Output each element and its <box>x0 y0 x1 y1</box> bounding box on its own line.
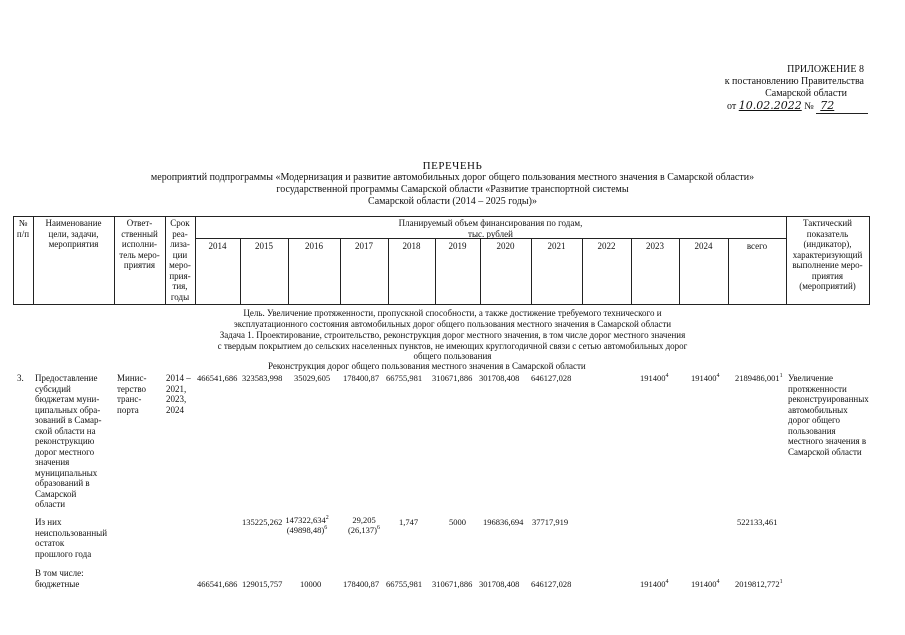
budget-2017: 178400,87 <box>343 579 380 589</box>
unused-2018: 1,747 <box>399 517 419 527</box>
document-title-line-2: государственной программы Самарской области «Развитие транспортной системы <box>276 184 629 195</box>
budget-2023: 191400$^4$ <box>640 579 669 589</box>
value-total: 2189486,001$^1$ <box>735 373 783 383</box>
appendix-region: Самарской области <box>765 88 847 99</box>
value-2014: 466541,686 <box>197 373 238 383</box>
budget-total: 2019812,772$^1$ <box>735 579 783 589</box>
year-header: 2023 <box>646 241 664 251</box>
value-2021: 646127,028 <box>531 373 572 383</box>
goal-line-2: эксплуатационного состояния автомобильных дорог общего пользования местного значения в Самарской области <box>233 319 672 329</box>
unused-total: 522133,461 <box>737 517 778 527</box>
value-2018: 66755,981 <box>386 373 423 383</box>
value-2023: 191400$^4$ <box>640 373 669 383</box>
number-label: № <box>804 101 814 112</box>
year-header: 2020 <box>496 241 515 251</box>
year-header: 2014 <box>208 241 227 251</box>
unused-2020: 196836,694 <box>483 517 524 527</box>
year-header: 2021 <box>547 241 566 251</box>
header-table <box>13 216 869 305</box>
budget-2021: 646127,028 <box>531 579 572 589</box>
row-activity-name: Предоставление субсидий бюджетам муни- ципальных обра- зований в Самар- ской области на реконструкцию дорог местного значения муниципальных образований в Самарской области <box>35 373 102 509</box>
value-2019: 310671,886 <box>432 373 473 383</box>
budget-2019: 310671,886 <box>432 579 473 589</box>
budget-2015: 129015,757 <box>242 579 283 589</box>
value-2017: 178400,87 <box>343 373 380 383</box>
year-header: 2022 <box>597 241 616 251</box>
col-header-responsible: Ответ- ственный исполни- тель меро- приятия <box>119 218 160 270</box>
year-header: 2017 <box>355 241 373 251</box>
resolution-date: 10.02.2022 <box>738 99 802 112</box>
unused-2017: 29,205 $(26,137)^6$ <box>347 515 381 535</box>
row-number: 3. <box>17 373 24 383</box>
resolution-number: 72 <box>820 99 835 112</box>
year-header-total: всего <box>746 241 768 251</box>
appendix-title: ПРИЛОЖЕНИЕ 8 <box>787 64 864 75</box>
task-line-3: общего пользования <box>413 351 492 361</box>
row-indicator: Увеличение протяженности реконструированных автомобильных дорог общего пользования местного значения в Самарской области <box>788 373 869 457</box>
document-title-line-3: Самарской области (2014 – 2025 годы)» <box>368 196 537 207</box>
budget-2018: 66755,981 <box>386 579 423 589</box>
year-header: 2016 <box>305 241 323 251</box>
unused-balance-label: Из них неиспользованный остаток прошлого года <box>35 517 108 559</box>
col-header-term: Срок реа- лиза- ции меро- прия- тия, годы <box>169 218 191 302</box>
value-2020: 301708,408 <box>479 373 520 383</box>
col-header-number: № п/п <box>16 218 30 239</box>
year-header: 2018 <box>402 241 421 251</box>
from-label: от <box>727 101 737 112</box>
budget-2016: 10000 <box>300 579 322 589</box>
budget-2020: 301708,408 <box>479 579 520 589</box>
value-2016: 35029,605 <box>294 373 331 383</box>
budget-2024: 191400$^4$ <box>691 579 720 589</box>
unused-2021: 37717,919 <box>532 517 569 527</box>
unused-2019: 5000 <box>449 517 466 527</box>
task-line-2: с твердым покрытием до сельских населенных пунктов, не имеющих круглогодичной связи с сетью автомобильных дорог <box>217 341 688 351</box>
col-header-indicator: Тактический показатель (индикатор), характеризующий выполнение меро- приятия (мероприятий) <box>792 218 863 291</box>
col-header-funding: Планируемый объем финансирования по годам, тыс. рублей <box>398 218 583 239</box>
document-heading: ПЕРЕЧЕНЬ <box>422 160 483 172</box>
value-2024: 191400$^4$ <box>691 373 720 383</box>
year-header: 2024 <box>694 241 713 251</box>
budget-2014: 466541,686 <box>197 579 238 589</box>
budget-label: В том числе: бюджетные <box>35 568 84 589</box>
appendix-resolution: к постановлению Правительства <box>724 76 864 87</box>
row-term: 2014 – 2021, 2023, 2024 <box>166 373 191 415</box>
subtask-title: Реконструкция дорог общего пользования местного значения в Самарской области <box>268 361 586 371</box>
col-header-name: Наименование цели, задачи, мероприятия <box>45 218 102 249</box>
value-2015: 323583,998 <box>242 373 283 383</box>
year-header: 2019 <box>448 241 467 251</box>
unused-2016: 147322,634$^2$ $(49898,48)^6$ <box>285 515 329 535</box>
row-responsible: Минис- терство транс- порта <box>117 373 147 415</box>
appendix-date-line <box>727 100 868 114</box>
task-line-1: Задача 1. Проектирование, строительство, реконструкция дорог местного значения, в том числе дорог местного значения <box>219 330 686 340</box>
unused-2015: 135225,262 <box>242 517 283 527</box>
goal-line-1: Цель. Увеличение протяженности, пропускной способности, а также достижение требуемого технического и <box>243 308 662 318</box>
year-header: 2015 <box>255 241 273 251</box>
document-title-line-1: мероприятий подпрограммы «Модернизация и развитие автомобильных дорог общего пользования местного значения в Самарской области» <box>150 172 755 183</box>
